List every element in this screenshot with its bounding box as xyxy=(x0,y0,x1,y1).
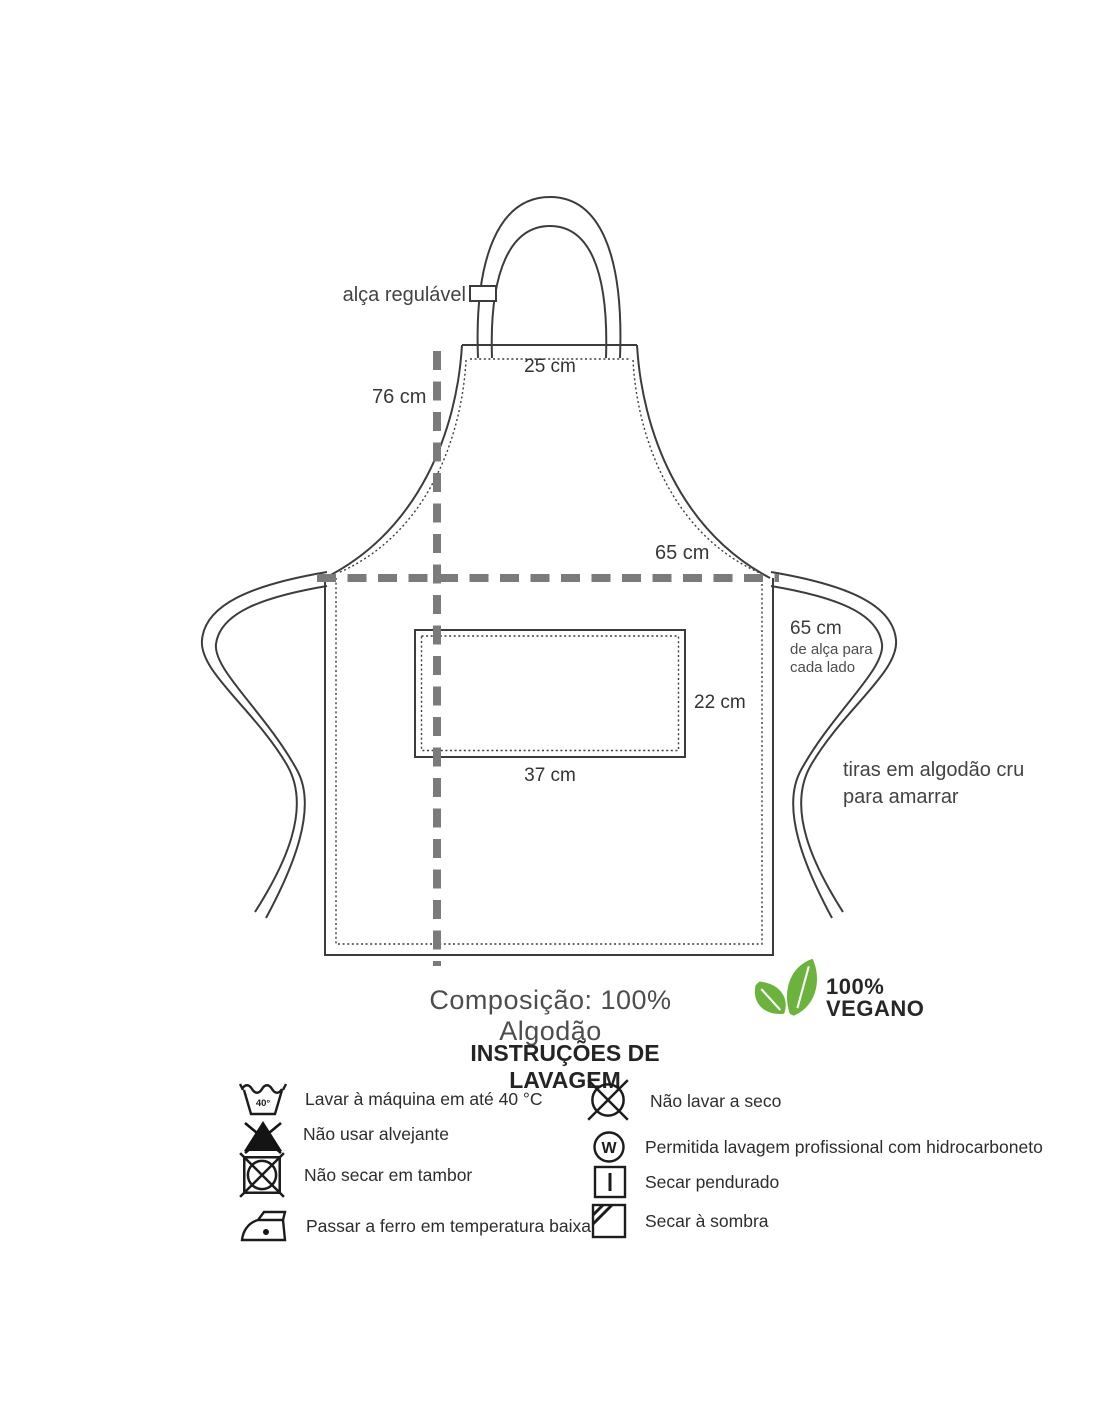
vegan-percent: 100% xyxy=(826,974,885,999)
ties-material-line1: tiras em algodão cru xyxy=(843,759,1025,781)
iron-low-heat-icon xyxy=(239,1207,289,1245)
pocket-width-label: 37 cm xyxy=(524,765,576,786)
neck-strap xyxy=(478,197,621,358)
care-row-dry-in-shade xyxy=(590,1202,769,1240)
pocket-stitch-line xyxy=(422,636,679,751)
tie-length-value: 65 cm xyxy=(790,618,842,639)
pocket-outline xyxy=(415,630,685,757)
no-bleach-icon xyxy=(240,1113,286,1155)
hang-dry-icon xyxy=(592,1164,628,1200)
care-row-professional-clean xyxy=(590,1128,1043,1166)
care-label: Lavar à máquina em até 40 °C xyxy=(305,1088,543,1109)
tie-length-note-line2: cada lado xyxy=(790,659,856,676)
neck-width-label: 25 cm xyxy=(524,356,576,377)
vegan-word: VEGANO xyxy=(826,996,925,1021)
ties-material-line2: para amarrar xyxy=(843,786,959,808)
no-dry-clean-icon xyxy=(583,1077,633,1125)
body-stitch-line xyxy=(336,578,762,944)
tie-length-note xyxy=(790,620,873,677)
care-label: Passar a ferro em temperatura baixa xyxy=(306,1215,591,1236)
ties-material-note xyxy=(843,757,1024,811)
care-instructions-title: INSTRUÇÕES DE LAVAGEM xyxy=(470,1040,660,1093)
tie-length-note-line1: de alça para xyxy=(790,641,873,658)
waist-width-label: 65 cm xyxy=(655,542,710,564)
strap-adjuster xyxy=(470,286,496,301)
pocket-height-label: 22 cm xyxy=(694,692,746,713)
strap-adjuster-label: alça regulável xyxy=(342,284,466,306)
vegan-leaves-icon xyxy=(748,956,824,1026)
care-row-no-tumble-dry xyxy=(237,1151,472,1199)
professional-hydrocarbon-clean-icon xyxy=(590,1128,628,1166)
care-row-iron-low xyxy=(239,1207,591,1245)
vegan-badge xyxy=(748,956,924,1026)
care-row-hang-dry xyxy=(592,1164,779,1200)
composition-text: Composição: 100% Algodão xyxy=(429,985,672,1046)
care-label: Secar pendurado xyxy=(645,1171,780,1192)
care-row-no-bleach xyxy=(240,1113,449,1155)
wash-temp-text: 40° xyxy=(255,1098,271,1109)
care-label: Não secar em tambor xyxy=(304,1164,473,1185)
wetclean-letter-text: W xyxy=(601,1140,617,1157)
care-row-no-dry-clean xyxy=(583,1077,781,1125)
waist-tie-left xyxy=(202,572,327,918)
dry-in-shade-icon xyxy=(590,1202,628,1240)
care-label: Não usar alvejante xyxy=(303,1123,449,1144)
care-label: Secar à sombra xyxy=(645,1210,769,1231)
no-tumble-dry-icon xyxy=(237,1151,287,1199)
bib-height-label: 76 cm xyxy=(372,386,427,408)
care-label: Não lavar a seco xyxy=(650,1090,782,1111)
care-label: Permitida lavagem profissional com hidrocarboneto xyxy=(645,1136,1043,1157)
